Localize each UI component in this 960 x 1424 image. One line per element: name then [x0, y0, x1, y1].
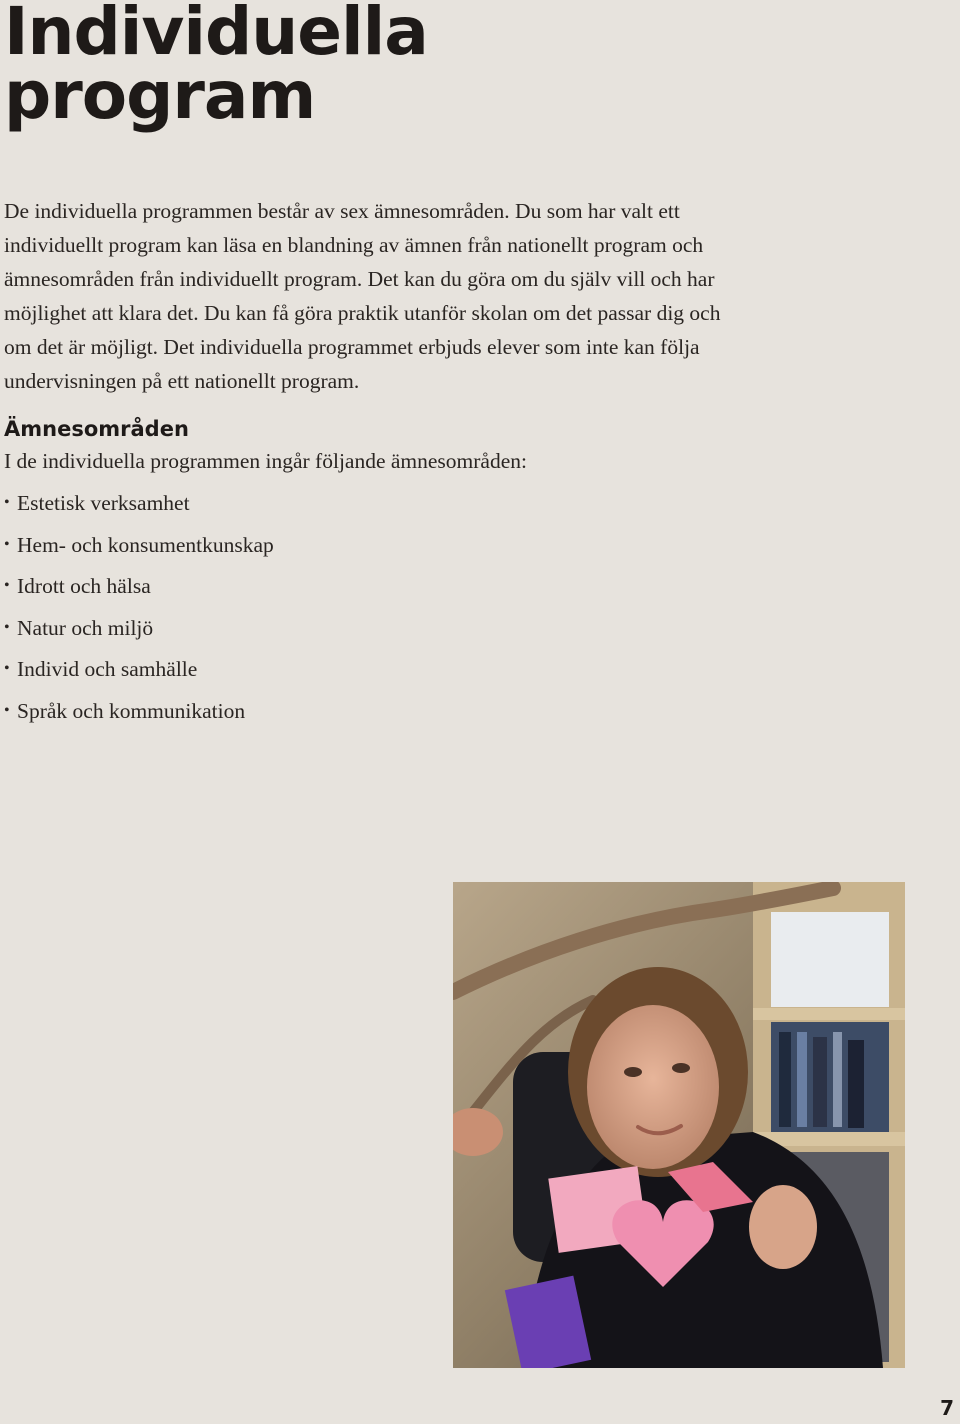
section-lead: I de individuella programmen ingår följande ämnesområden: — [4, 449, 527, 473]
list-item-label: Hem- och konsumentkunskap — [17, 532, 274, 557]
list-item-label: Natur och miljö — [17, 615, 154, 640]
page-title — [4, 0, 428, 134]
list-item-label: Estetisk verksamhet — [17, 491, 190, 515]
student-photo — [453, 882, 905, 1368]
page-title-line-1: Individuella — [4, 0, 428, 70]
page-title-line-2: program — [4, 57, 316, 134]
list-item — [4, 530, 274, 572]
subject-list — [4, 488, 274, 738]
list-item-label: Språk och kommunikation — [17, 698, 246, 723]
bullet: • — [4, 494, 10, 511]
list-item — [4, 488, 274, 530]
list-item — [4, 571, 274, 613]
bullet: • — [4, 660, 10, 678]
list-item-label: Individ och samhälle — [17, 657, 198, 682]
bullet: • — [4, 701, 10, 719]
list-item — [4, 613, 274, 655]
bullet: • — [4, 577, 10, 595]
page-number: 7 — [940, 1396, 954, 1420]
list-item — [4, 654, 274, 696]
bullet: • — [4, 618, 10, 636]
list-item-label: Idrott och hälsa — [17, 574, 151, 599]
list-item — [4, 696, 274, 738]
section-heading: Ämnesområden — [4, 417, 189, 441]
intro-paragraph: De individuella programmen består av sex ämnesområden. Du som har valt ett individuellt program kan läsa en blandning av ämnen från nationellt program och ämnesområden från individuellt program. Det kan du göra om du själv vill och har möjlighet att klara det. Du kan få göra praktik utanför skolan om det passar dig och om det är möjligt. Det individuella programmet erbjuds elever som inte kan följa undervisningen på ett nationellt program. — [4, 199, 721, 393]
bullet: • — [4, 535, 10, 553]
